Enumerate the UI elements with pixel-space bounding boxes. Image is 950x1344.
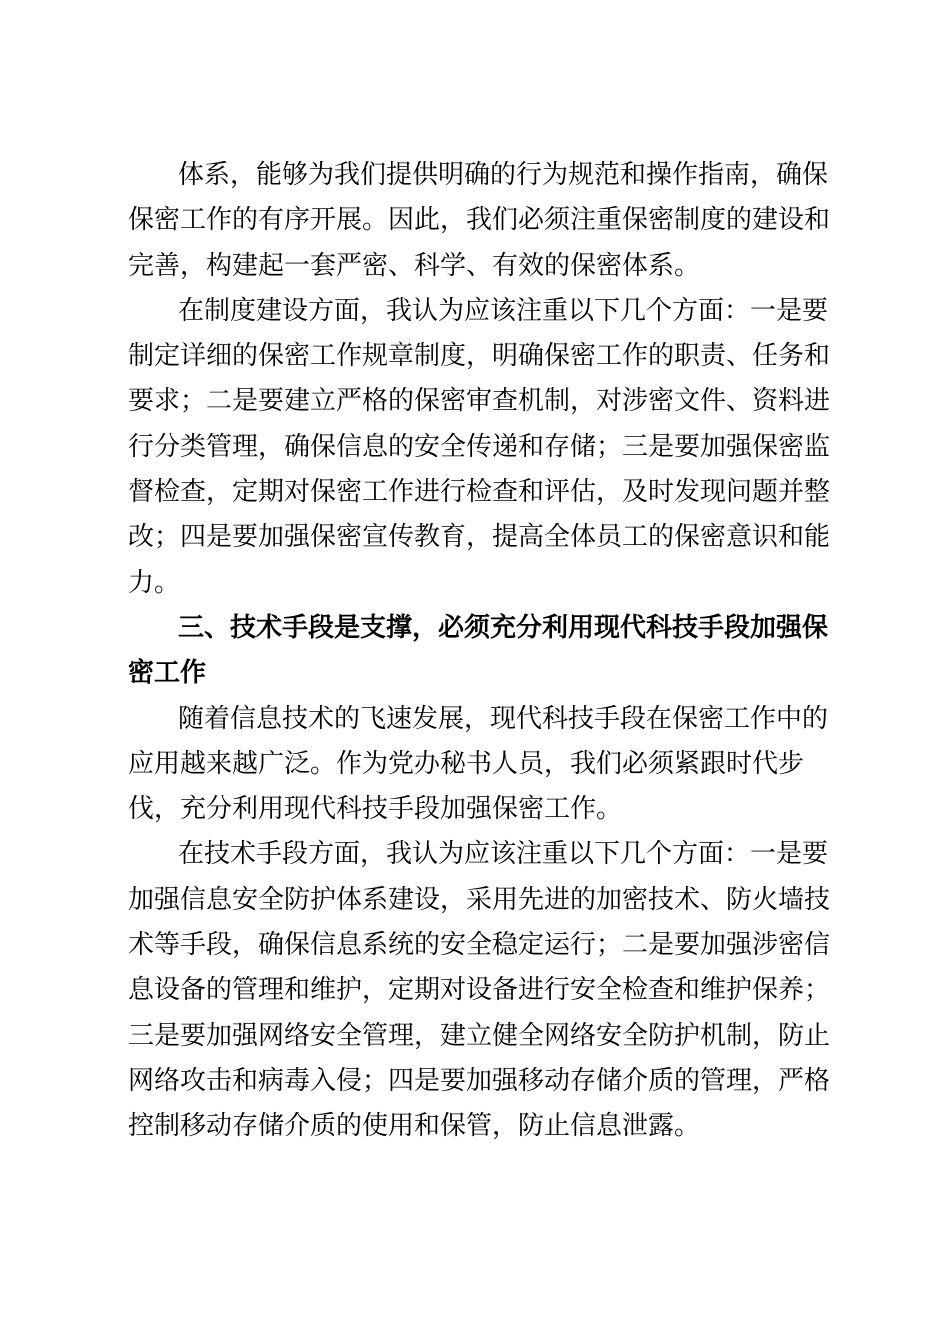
text-line: 息设备的管理和维护，定期对设备进行安全检查和维护保养； bbox=[128, 975, 831, 1006]
text-line: 伐，充分利用现代科技手段加强保密工作。 bbox=[128, 794, 623, 825]
paragraph-2 bbox=[128, 289, 831, 606]
text-line: 术等手段，确保信息系统的安全稳定运行；二是要加强涉密信 bbox=[128, 930, 831, 961]
text-line: 保密工作的有序开展。因此，我们必须注重保密制度的建设和 bbox=[128, 205, 831, 236]
text-line: 力。 bbox=[128, 567, 181, 598]
text-line: 在制度建设方面，我认为应该注重以下几个方面：一是要 bbox=[178, 295, 829, 326]
text-line: 完善，构建起一套严密、科学、有效的保密体系。 bbox=[128, 250, 701, 281]
document-body bbox=[128, 153, 831, 1150]
text-line: 随着信息技术的飞速发展，现代科技手段在保密工作中的 bbox=[178, 703, 829, 734]
text-line: 三是要加强网络安全管理，建立健全网络安全防护机制，防止 bbox=[128, 1020, 831, 1051]
section-heading bbox=[128, 606, 829, 697]
text-line: 网络攻击和病毒入侵；四是要加强移动存储介质的管理，严格 bbox=[128, 1065, 831, 1096]
paragraph-3 bbox=[128, 697, 829, 833]
text-line: 控制移动存储介质的使用和保管，防止信息泄露。 bbox=[128, 1111, 701, 1142]
text-line: 行分类管理，确保信息的安全传递和存储；三是要加强保密监 bbox=[128, 431, 831, 462]
text-line: 要求；二是要建立严格的保密审查机制，对涉密文件、资料进 bbox=[128, 386, 831, 417]
paragraph-4 bbox=[128, 832, 831, 1149]
text-line: 体系，能够为我们提供明确的行为规范和操作指南，确保 bbox=[178, 160, 829, 190]
text-line: 改；四是要加强保密宣传教育，提高全体员工的保密意识和能 bbox=[128, 522, 831, 553]
text-line: 督检查，定期对保密工作进行检查和评估，及时发现问题并整 bbox=[128, 477, 831, 508]
text-line: 应用越来越广泛。作为党办秘书人员，我们必须紧跟时代步 bbox=[128, 748, 805, 779]
text-line: 在技术手段方面，我认为应该注重以下几个方面：一是要 bbox=[178, 839, 829, 870]
heading-line: 密工作 bbox=[128, 658, 207, 689]
heading-line: 三、技术手段是支撑，必须充分利用现代科技手段加强保 bbox=[178, 612, 829, 643]
text-line: 加强信息安全防护体系建设，采用先进的加密技术、防火墙技 bbox=[128, 884, 831, 915]
paragraph-1 bbox=[128, 153, 831, 289]
text-line: 制定详细的保密工作规章制度，明确保密工作的职责、任务和 bbox=[128, 341, 831, 372]
